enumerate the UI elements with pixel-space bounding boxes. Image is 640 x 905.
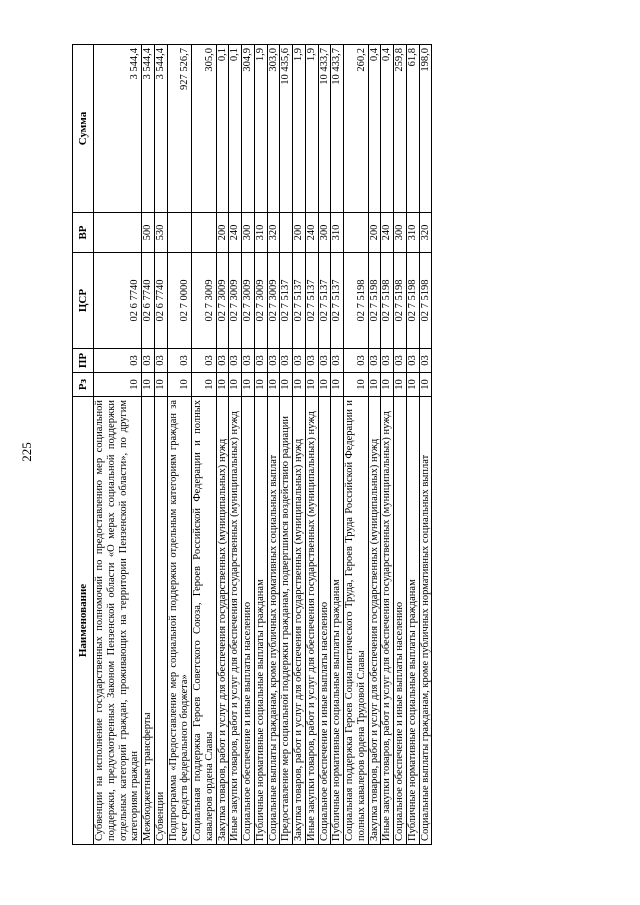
cell-csr: 02 7 5137 xyxy=(305,253,318,349)
table-row xyxy=(368,45,381,845)
table-row xyxy=(254,45,267,845)
cell-rz: 10 xyxy=(419,373,432,397)
cell-vr: 240 xyxy=(381,213,394,253)
table-row xyxy=(216,45,229,845)
table-row xyxy=(331,45,344,845)
cell-rz: 10 xyxy=(192,373,217,397)
cell-name: Социальная поддержка Героев Советского Союза, Героев Российской Федерации и полных кавалеров ордена Славы xyxy=(192,397,217,845)
cell-vr: 310 xyxy=(254,213,267,253)
cell-pr: 03 xyxy=(406,349,419,373)
header-rz: Рз xyxy=(73,373,94,397)
cell-sum: 1,9 xyxy=(293,45,306,213)
page-number: 225 xyxy=(19,442,34,462)
cell-csr: 02 7 3009 xyxy=(216,253,229,349)
cell-vr: 300 xyxy=(394,213,407,253)
cell-sum: 61,8 xyxy=(406,45,419,213)
cell-csr: 02 7 3009 xyxy=(229,253,242,349)
cell-rz: 10 xyxy=(154,373,167,397)
cell-rz: 10 xyxy=(216,373,229,397)
cell-name: Социальные выплаты гражданам, кроме публичных нормативных социальных выплат xyxy=(419,397,432,845)
cell-name: Публичные нормативные социальные выплаты гражданам xyxy=(254,397,267,845)
cell-rz: 10 xyxy=(267,373,280,397)
cell-name: Социальное обеспечение и иные выплаты населению xyxy=(242,397,255,845)
cell-rz: 10 xyxy=(142,373,155,397)
cell-csr: 02 7 5137 xyxy=(331,253,344,349)
cell-csr: 02 6 7740 xyxy=(142,253,155,349)
cell-rz: 10 xyxy=(167,373,192,397)
cell-sum: 260,2 xyxy=(344,45,369,213)
table-row xyxy=(167,45,192,845)
cell-rz: 10 xyxy=(381,373,394,397)
cell-vr: 300 xyxy=(242,213,255,253)
cell-csr: 02 6 7740 xyxy=(94,253,142,349)
header-csr: ЦСР xyxy=(73,253,94,349)
cell-pr: 03 xyxy=(381,349,394,373)
cell-name: Социальное обеспечение и иные выплаты населению xyxy=(394,397,407,845)
cell-vr: 500 xyxy=(142,213,155,253)
cell-pr: 03 xyxy=(154,349,167,373)
cell-name: Публичные нормативные социальные выплаты гражданам xyxy=(331,397,344,845)
cell-name: Субвенции xyxy=(154,397,167,845)
cell-sum: 0,4 xyxy=(381,45,394,213)
cell-csr: 02 6 7740 xyxy=(154,253,167,349)
cell-vr xyxy=(167,213,192,253)
cell-sum: 1,9 xyxy=(254,45,267,213)
rotated-table-wrapper xyxy=(72,45,569,845)
cell-sum: 0,1 xyxy=(229,45,242,213)
cell-name: Иные закупки товаров, работ и услуг для обеспечения государственных (муниципальных) нужд xyxy=(305,397,318,845)
cell-csr: 02 7 5137 xyxy=(293,253,306,349)
cell-sum: 10 433,7 xyxy=(331,45,344,213)
cell-pr: 03 xyxy=(142,349,155,373)
cell-pr: 03 xyxy=(192,349,217,373)
cell-pr: 03 xyxy=(394,349,407,373)
cell-sum: 0,1 xyxy=(216,45,229,213)
cell-name: Социальная поддержка Героев Социалистического Труда, Героев Труда Российской Федерации и полных кавалеров ордена Трудовой Славы xyxy=(344,397,369,845)
cell-pr: 03 xyxy=(368,349,381,373)
cell-name: Подпрограмма «Предоставление мер социальной поддержки отдельным категориям граждан за счет средств федерального бюджета» xyxy=(167,397,192,845)
table-row xyxy=(381,45,394,845)
cell-csr: 02 7 5198 xyxy=(381,253,394,349)
cell-csr: 02 7 3009 xyxy=(242,253,255,349)
cell-name: Предоставление мер социальной поддержки гражданам, подвергшимся воздействию радиации xyxy=(280,397,293,845)
cell-name: Субвенции на исполнение государственных полномочий по предоставлению мер социальной поддержки, предусмотренных Законом Пензенской области «О мерах социальной поддержки отдельных категорий граждан, проживающих на территории Пензенской области», по другим категориям граждан xyxy=(94,397,142,845)
cell-rz: 10 xyxy=(368,373,381,397)
table-row xyxy=(394,45,407,845)
table-row xyxy=(305,45,318,845)
cell-rz: 10 xyxy=(344,373,369,397)
cell-pr: 03 xyxy=(419,349,432,373)
cell-vr xyxy=(192,213,217,253)
cell-sum: 198,0 xyxy=(419,45,432,213)
cell-name: Иные закупки товаров, работ и услуг для обеспечения государственных (муниципальных) нужд xyxy=(381,397,394,845)
cell-name: Межбюджетные трансферты xyxy=(142,397,155,845)
cell-sum: 259,8 xyxy=(394,45,407,213)
cell-vr: 240 xyxy=(229,213,242,253)
cell-vr: 320 xyxy=(419,213,432,253)
table-row xyxy=(406,45,419,845)
table-row xyxy=(229,45,242,845)
cell-pr: 03 xyxy=(229,349,242,373)
cell-pr: 03 xyxy=(94,349,142,373)
cell-sum: 1,9 xyxy=(305,45,318,213)
header-pr: ПР xyxy=(73,349,94,373)
cell-sum: 0,4 xyxy=(368,45,381,213)
header-sum: Сумма xyxy=(73,45,94,213)
cell-sum: 10 435,6 xyxy=(280,45,293,213)
cell-vr: 320 xyxy=(267,213,280,253)
cell-sum: 304,9 xyxy=(242,45,255,213)
cell-name: Закупка товаров, работ и услуг для обеспечения государственных (муниципальных) нужд xyxy=(216,397,229,845)
cell-rz: 10 xyxy=(293,373,306,397)
cell-sum: 305,0 xyxy=(192,45,217,213)
cell-name: Публичные нормативные социальные выплаты гражданам xyxy=(406,397,419,845)
cell-pr: 03 xyxy=(267,349,280,373)
cell-vr: 530 xyxy=(154,213,167,253)
cell-pr: 03 xyxy=(293,349,306,373)
cell-pr: 03 xyxy=(280,349,293,373)
table-body xyxy=(94,45,432,845)
cell-rz: 10 xyxy=(242,373,255,397)
cell-rz: 10 xyxy=(254,373,267,397)
table-row xyxy=(142,45,155,845)
cell-vr xyxy=(94,213,142,253)
table-row xyxy=(192,45,217,845)
cell-name: Иные закупки товаров, работ и услуг для обеспечения государственных (муниципальных) нужд xyxy=(229,397,242,845)
cell-name: Социальные выплаты гражданам, кроме публичных нормативных социальных выплат xyxy=(267,397,280,845)
cell-pr: 03 xyxy=(216,349,229,373)
cell-csr: 02 7 3009 xyxy=(192,253,217,349)
table-row xyxy=(267,45,280,845)
cell-csr: 02 7 3009 xyxy=(267,253,280,349)
cell-csr: 02 7 0000 xyxy=(167,253,192,349)
cell-rz: 10 xyxy=(94,373,142,397)
cell-sum: 10 433,7 xyxy=(318,45,331,213)
cell-csr: 02 7 5137 xyxy=(318,253,331,349)
cell-csr: 02 7 5137 xyxy=(280,253,293,349)
cell-pr: 03 xyxy=(305,349,318,373)
cell-csr: 02 7 3009 xyxy=(254,253,267,349)
cell-csr: 02 7 5198 xyxy=(419,253,432,349)
cell-sum: 303,0 xyxy=(267,45,280,213)
table-row xyxy=(94,45,142,845)
table-row xyxy=(242,45,255,845)
cell-pr: 03 xyxy=(344,349,369,373)
header-vr: ВР xyxy=(73,213,94,253)
table-row xyxy=(280,45,293,845)
cell-sum: 3 544,4 xyxy=(142,45,155,213)
cell-name: Закупка товаров, работ и услуг для обеспечения государственных (муниципальных) нужд xyxy=(293,397,306,845)
cell-rz: 10 xyxy=(305,373,318,397)
cell-sum: 927 526,7 xyxy=(167,45,192,213)
cell-csr: 02 7 5198 xyxy=(368,253,381,349)
cell-vr: 200 xyxy=(216,213,229,253)
cell-vr: 300 xyxy=(318,213,331,253)
table-row xyxy=(154,45,167,845)
table-row xyxy=(419,45,432,845)
cell-vr xyxy=(344,213,369,253)
cell-pr: 03 xyxy=(254,349,267,373)
cell-pr: 03 xyxy=(331,349,344,373)
cell-sum: 3 544,4 xyxy=(94,45,142,213)
header-name: Наименование xyxy=(73,397,94,845)
cell-rz: 10 xyxy=(318,373,331,397)
cell-vr: 240 xyxy=(305,213,318,253)
table-row xyxy=(293,45,306,845)
cell-csr: 02 7 5198 xyxy=(406,253,419,349)
cell-vr: 200 xyxy=(293,213,306,253)
cell-rz: 10 xyxy=(331,373,344,397)
cell-rz: 10 xyxy=(280,373,293,397)
cell-pr: 03 xyxy=(242,349,255,373)
cell-vr: 310 xyxy=(331,213,344,253)
budget-table xyxy=(72,44,432,845)
cell-rz: 10 xyxy=(229,373,242,397)
table-header-row xyxy=(73,45,94,845)
cell-rz: 10 xyxy=(406,373,419,397)
cell-rz: 10 xyxy=(394,373,407,397)
cell-name: Социальное обеспечение и иные выплаты населению xyxy=(318,397,331,845)
cell-pr: 03 xyxy=(167,349,192,373)
cell-csr: 02 7 5198 xyxy=(394,253,407,349)
cell-csr: 02 7 5198 xyxy=(344,253,369,349)
cell-vr xyxy=(280,213,293,253)
cell-pr: 03 xyxy=(318,349,331,373)
cell-sum: 3 544,4 xyxy=(154,45,167,213)
cell-name: Закупка товаров, работ и услуг для обеспечения государственных (муниципальных) нужд xyxy=(368,397,381,845)
table-row xyxy=(344,45,369,845)
cell-vr: 200 xyxy=(368,213,381,253)
cell-vr: 310 xyxy=(406,213,419,253)
table-row xyxy=(318,45,331,845)
